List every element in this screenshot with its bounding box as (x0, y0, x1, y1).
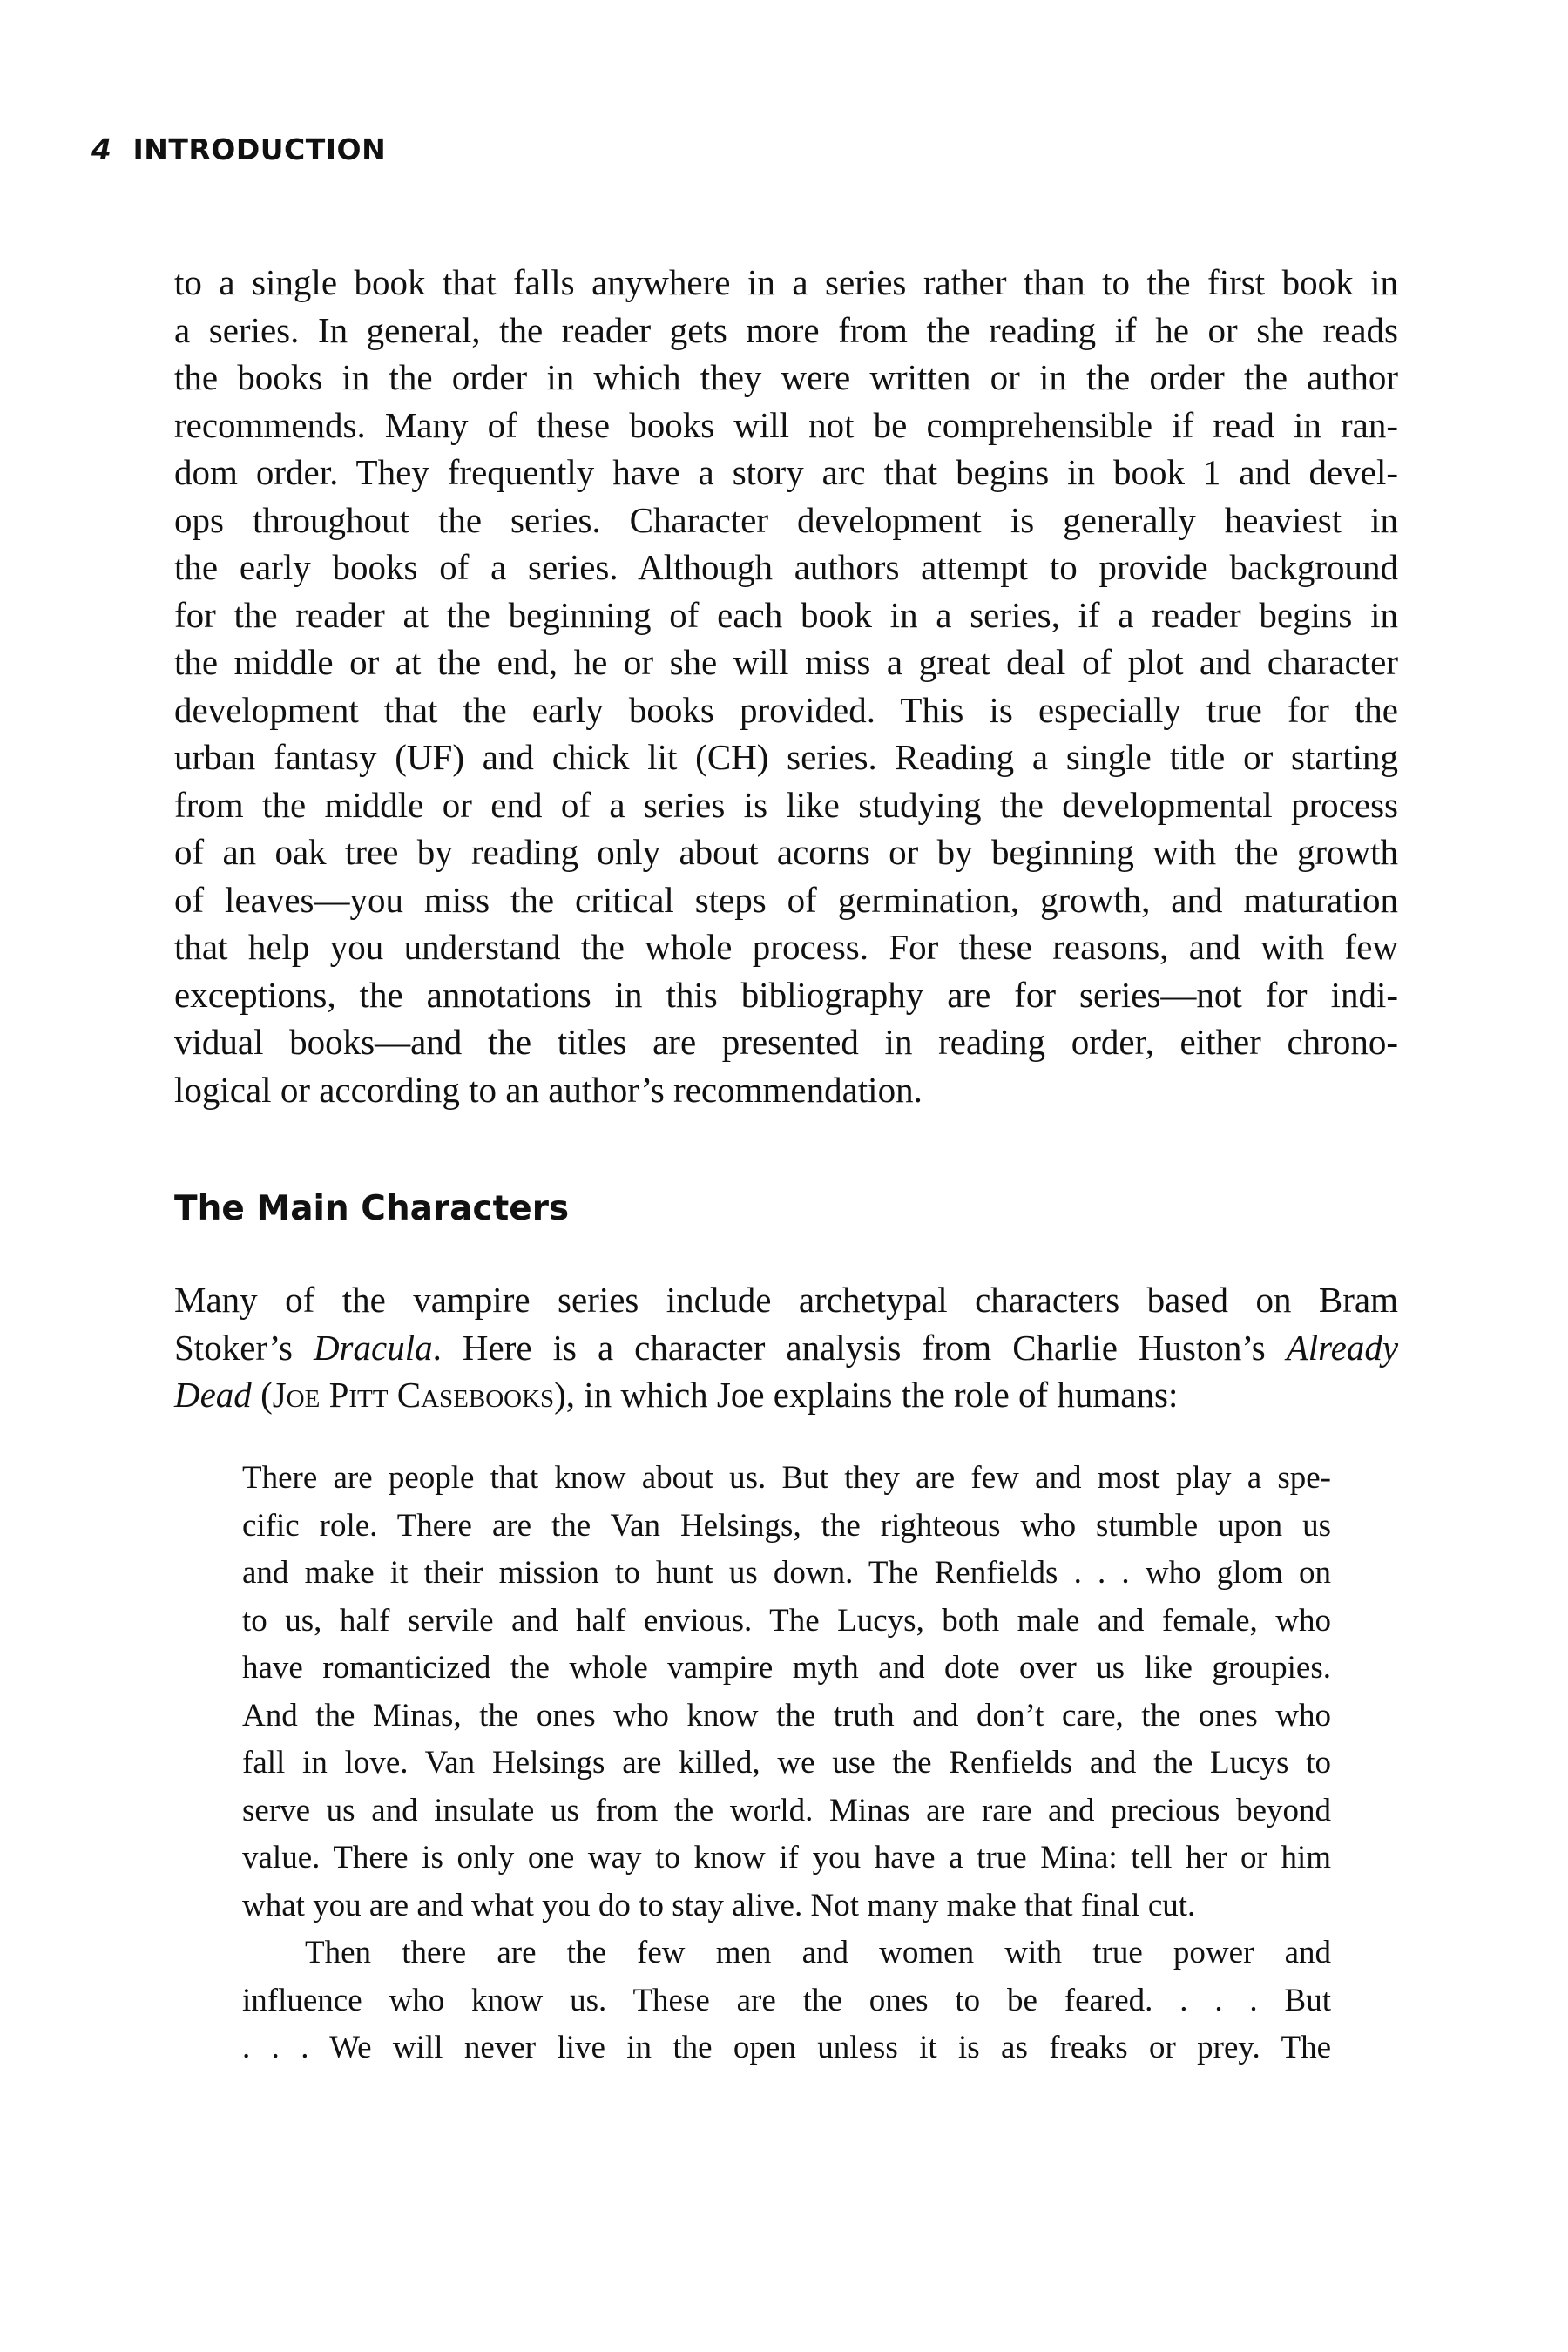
running-head-section: INTRODUCTION (132, 132, 387, 166)
quote-line: what you are and what you do to stay alive. Not many make that final cut. (242, 1887, 1196, 1923)
paragraph-line (174, 1324, 1398, 1372)
quote-line: have romanticized the whole vampire myth and dote over us like groupies. (242, 1650, 1331, 1686)
paragraph-line: logical or according to an author’s recommendation. (174, 1069, 923, 1110)
paragraph-line: recommends. Many of these books will not be comprehensible if read in ran- (174, 404, 1398, 445)
running-head (91, 132, 386, 166)
book-title: Dead (174, 1375, 252, 1415)
text-run: ), in which Joe explains the role of humans: (554, 1375, 1179, 1415)
paragraph-line: the early books of a series. Although authors attempt to provide background (174, 547, 1398, 587)
paragraph-line (174, 1371, 1398, 1419)
quote-line: There are people that know about us. But they are few and most play a spe- (242, 1460, 1331, 1496)
paragraph-line: Many of the vampire series include archetypal characters based on Bram (174, 1280, 1398, 1320)
paragraph-line: of an oak tree by reading only about acorns or by beginning with the growth (174, 832, 1398, 872)
text-run: Stoker’s (174, 1327, 314, 1368)
quote-line: and make it their mission to hunt us down. The Renfields . . . who glom on (242, 1555, 1331, 1591)
quote-line: And the Minas, the ones who know the truth and don’t care, the ones who (242, 1697, 1331, 1734)
body-paragraph-2 (174, 1276, 1398, 1419)
quote-line: . . . We will never live in the open unless it is as freaks or prey. The (242, 2030, 1331, 2065)
paragraph-line: the middle or at the end, he or she will miss a great deal of plot and character (174, 642, 1398, 682)
quote-line: serve us and insulate us from the world. Minas are rare and precious beyond (242, 1792, 1331, 1828)
quote-line: influence who know us. These are the ones to be feared. . . . But (242, 1982, 1331, 2018)
paragraph-line: that help you understand the whole process. For these reasons, and with few (174, 927, 1398, 967)
series-name: Joe Pitt Casebooks (272, 1375, 555, 1415)
text-run: ( (251, 1375, 273, 1415)
paragraph-line: from the middle or end of a series is like studying the developmental process (174, 784, 1398, 825)
paragraph-line: dom order. They frequently have a story arc that begins in book 1 and devel- (174, 452, 1398, 492)
paragraph-line: to a single book that falls anywhere in a series rather than to the first book in (174, 262, 1398, 302)
section-heading: The Main Characters (174, 1189, 570, 1228)
paragraph-line: development that the early books provided. This is especially true for the (174, 689, 1398, 730)
paragraph-line: ops throughout the series. Character development is generally heaviest in (174, 499, 1398, 540)
paragraph-line: the books in the order in which they were written or in the order the author (174, 357, 1398, 397)
paragraph-line: for the reader at the beginning of each book in a series, if a reader begins in (174, 594, 1398, 635)
paragraph-line: urban fantasy (UF) and chick lit (CH) series. Reading a single title or starting (174, 737, 1398, 777)
quote-line: value. There is only one way to know if you have a true Mina: tell her or him (242, 1840, 1331, 1876)
quote-line: to us, half servile and half envious. The Lucys, both male and female, who (242, 1602, 1331, 1639)
text-run: . Here is a character analysis from Charlie Huston’s (432, 1327, 1287, 1368)
quote-line: fall in love. Van Helsings are killed, we use the Renfields and the Lucys to (242, 1745, 1331, 1781)
body-paragraph-1 (174, 259, 1398, 1113)
paragraph-line: a series. In general, the reader gets more from the reading if he or she reads (174, 309, 1398, 350)
page-number: 4 (91, 132, 112, 166)
paragraph-line: exceptions, the annotations in this bibliography are for series—not for indi- (174, 974, 1398, 1015)
book-title: Dracula (313, 1327, 433, 1368)
block-quote (242, 1455, 1331, 2072)
paragraph-line: of leaves—you miss the critical steps of germination, growth, and maturation (174, 879, 1398, 920)
quote-line: cific role. There are the Van Helsings, the righteous who stumble upon us (242, 1507, 1331, 1544)
paragraph-line: vidual books—and the titles are presented in reading order, either chrono- (174, 1022, 1398, 1062)
quote-line: Then there are the few men and women with true power and (305, 1935, 1331, 1970)
book-title: Already (1286, 1327, 1399, 1368)
